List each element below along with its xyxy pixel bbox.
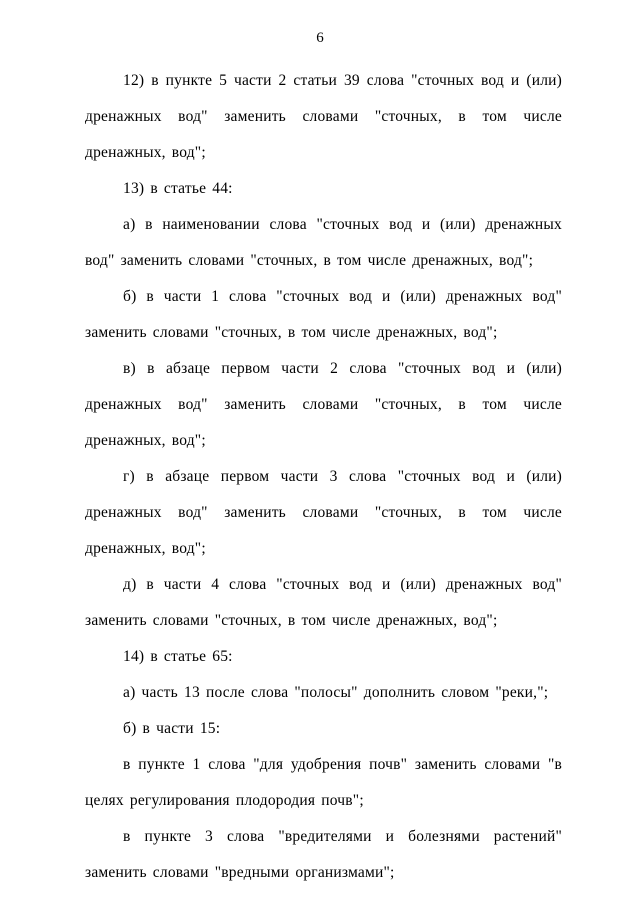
paragraph: д) в части 4 слова "сточных вод и (или) дренажных вод" заменить словами "сточных, в том числе дренажных, вод"; [85, 576, 562, 629]
paragraph: 13) в статье 44: [123, 180, 233, 197]
paragraph: в пункте 1 слова "для удобрения почв" заменить словами "в целях регулирования плодородия почв"; [85, 756, 562, 809]
document-body [0, 63, 640, 891]
paragraph: 14) в статье 65: [123, 648, 233, 665]
page-number: 6 [316, 30, 324, 46]
paragraph: 12) в пункте 5 части 2 статьи 39 слова "сточных вод и (или) дренажных вод" заменить словами "сточных, в том числе дренажных, вод"; [85, 72, 562, 161]
paragraph: а) в наименовании слова "сточных вод и (или) дренажных вод" заменить словами "сточных, в том числе дренажных, вод"; [85, 216, 562, 269]
paragraph: в) в абзаце первом части 2 слова "сточных вод и (или) дренажных вод" заменить словами "сточных, в том числе дренажных, вод"; [85, 360, 562, 449]
paragraph: г) в абзаце первом части 3 слова "сточных вод и (или) дренажных вод" заменить словами "сточных, в том числе дренажных, вод"; [85, 468, 562, 557]
paragraph: в пункте 3 слова "вредителями и болезнями растений" заменить словами "вредными организмами"; [85, 828, 562, 881]
paragraph: б) в части 15: [123, 720, 221, 737]
paragraph: а) часть 13 после слова "полосы" дополнить словом "реки,"; [123, 684, 549, 701]
paragraph: б) в части 1 слова "сточных вод и (или) дренажных вод" заменить словами "сточных, в том числе дренажных, вод"; [85, 288, 562, 341]
